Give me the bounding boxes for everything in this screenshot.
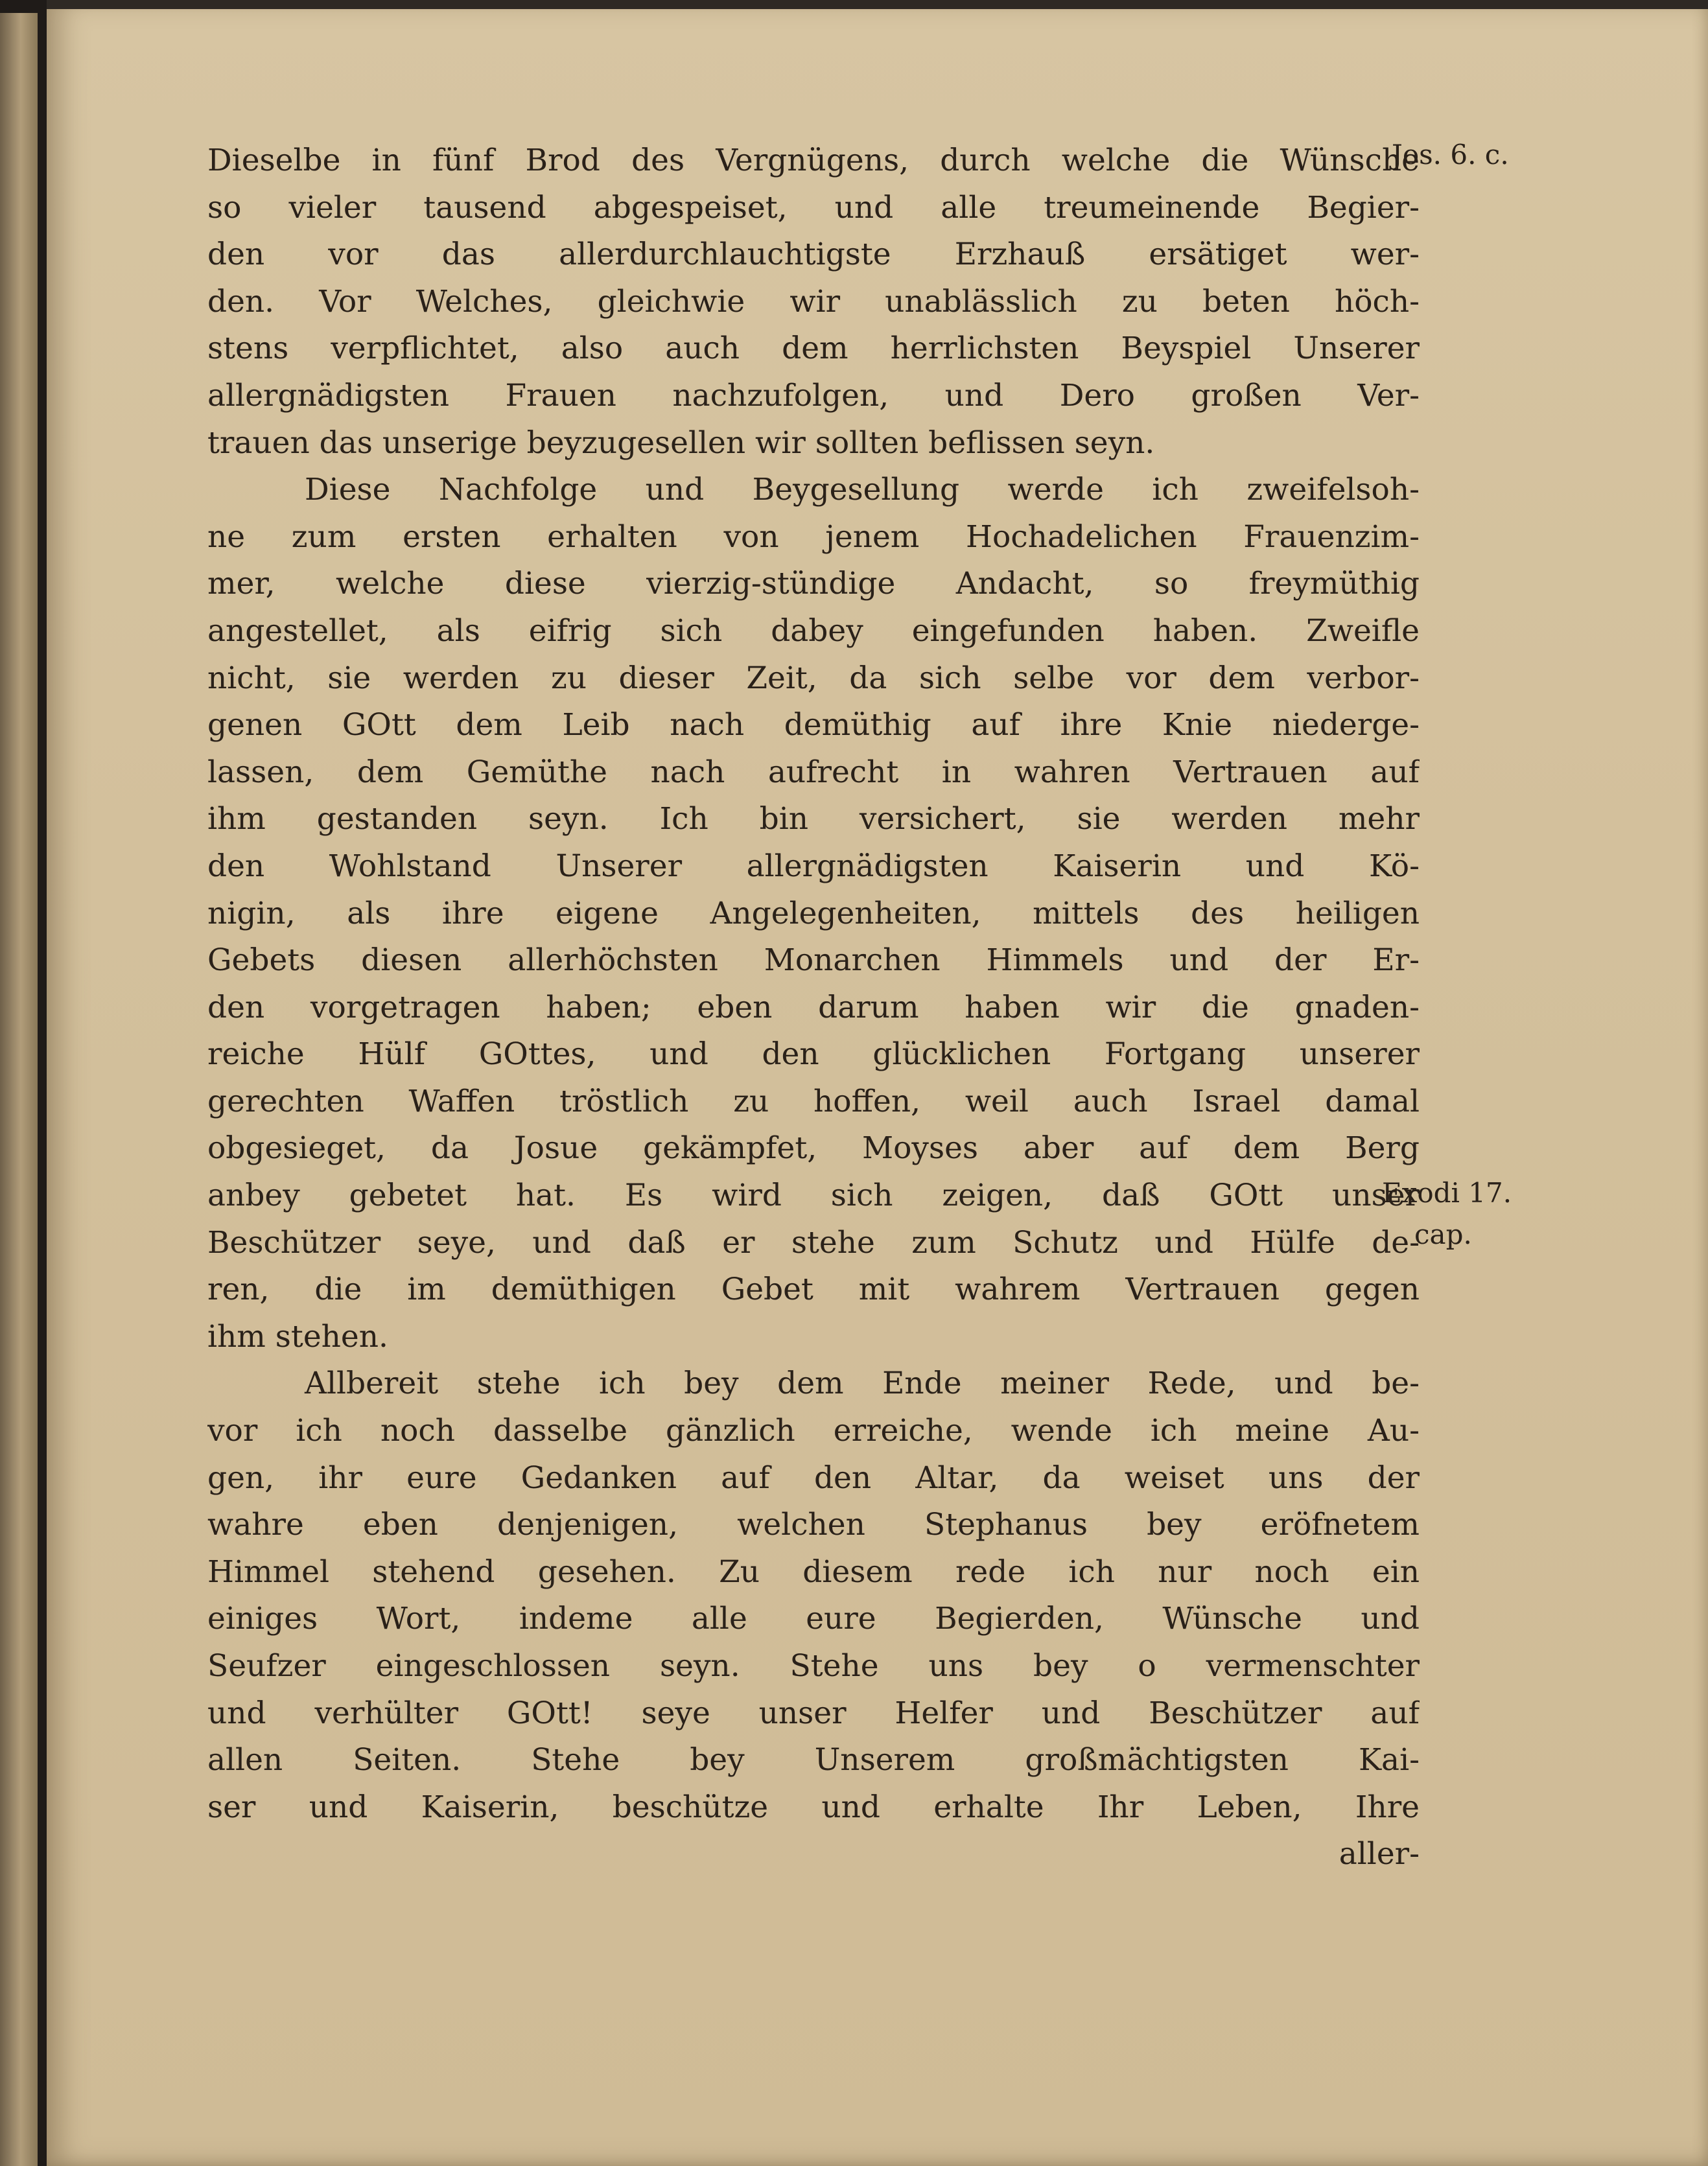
text-line: Allbereit stehe ich bey dem Ende meiner Rede, und be- <box>305 1366 1420 1402</box>
text-line: stens verpflichtet, also auch dem herrlichsten Beyspiel Unserer <box>207 331 1420 367</box>
text-line: Diese Nachfolge und Beygesellung werde ich zweifelsoh- <box>305 472 1420 508</box>
margin-note-exodi: Exodi 17. <box>1382 1177 1512 1209</box>
text-line: den. Vor Welches, gleichwie wir unablässlich zu beten höch- <box>207 283 1420 320</box>
text-line: lassen, dem Gemüthe nach aufrecht in wahren Vertrauen auf <box>207 754 1420 790</box>
text-line: ihm stehen. <box>207 1318 388 1355</box>
text-line: allergnädigsten Frauen nachzufolgen, und Dero großen Ver- <box>207 377 1420 413</box>
text-line: ser und Kaiserin, beschütze und erhalte Ihr Leben, Ihre <box>207 1789 1420 1825</box>
text-line: obgesieget, da Josue gekämpfet, Moyses aber auf dem Berg <box>207 1130 1420 1167</box>
text-line: gerechten Waffen tröstlich zu hoffen, weil auch Israel damal <box>207 1083 1420 1119</box>
text-line: wahre eben denjenigen, welchen Stephanus bey eröfnetem <box>207 1507 1420 1543</box>
text-line: mer, welche diese vierzig-stündige Andacht, so freymüthig <box>207 566 1420 602</box>
text-line: Seufzer eingeschlossen seyn. Stehe uns bey o vermenschter <box>207 1648 1420 1684</box>
text-line: den vor das allerdurchlauchtigste Erzhauß ersätiget wer- <box>207 237 1420 273</box>
text-line: gen, ihr eure Gedanken auf den Altar, da weiset uns der <box>207 1460 1420 1496</box>
text-line: Dieselbe in fünf Brod des Vergnügens, durch welche die Wünsche <box>207 143 1420 178</box>
text-line: einiges Wort, indeme alle eure Begierden, Wünsche und <box>207 1601 1420 1637</box>
book-page <box>47 0 1708 2166</box>
text-line: angestellet, als eifrig sich dabey eingefunden haben. Zweifle <box>207 612 1420 649</box>
text-line: den vorgetragen haben; eben darum haben wir die gnaden- <box>207 989 1420 1025</box>
text-line: trauen das unserige beyzugesellen wir sollten beflissen seyn. <box>207 425 1155 461</box>
text-line: anbey gebetet hat. Es wird sich zeigen, daß GOtt unser <box>207 1178 1420 1214</box>
text-line: ne zum ersten erhalten von jenem Hochadelichen Frauenzim- <box>207 518 1420 555</box>
text-line: nicht, sie werden zu dieser Zeit, da sich selbe vor dem verbor- <box>207 660 1420 696</box>
catchword: aller- <box>1339 1836 1420 1872</box>
text-line: reiche Hülf GOttes, und den glücklichen Fortgang unserer <box>207 1036 1420 1073</box>
text-line: ren, die im demüthigen Gebet mit wahrem Vertrauen gegen <box>207 1272 1420 1308</box>
margin-note-cap: cap. <box>1414 1218 1472 1250</box>
text-line: Gebets diesen allerhöchsten Monarchen Himmels und der Er- <box>207 942 1420 979</box>
text-line: allen Seiten. Stehe bey Unserem großmächtigsten Kai- <box>207 1742 1420 1778</box>
text-line: ihm gestanden seyn. Ich bin versichert, sie werden mehr <box>207 801 1420 837</box>
text-line: Himmel stehend gesehen. Zu diesem rede ich nur noch ein <box>207 1554 1420 1590</box>
text-line: und verhülter GOtt! seye unser Helfer und Beschützer auf <box>207 1695 1420 1731</box>
left-page-edge <box>0 13 38 2166</box>
text-line: Beschützer seye, und daß er stehe zum Schutz und Hülfe de- <box>207 1224 1420 1261</box>
text-line: nigin, als ihre eigene Angelegenheiten, mittels des heiligen <box>207 895 1420 931</box>
text-line: so vieler tausend abgespeiset, und alle treumeinende Begier- <box>207 189 1420 226</box>
text-line: den Wohlstand Unserer allergnädigsten Kaiserin und Kö- <box>207 848 1420 884</box>
page-top-shadow <box>47 0 1708 9</box>
body-text <box>207 137 1420 1878</box>
text-line: genen GOtt dem Leib nach demüthig auf ihre Knie niederge- <box>207 707 1420 743</box>
margin-note-jos: Jos. 6. c. <box>1392 139 1509 170</box>
text-line: vor ich noch dasselbe gänzlich erreiche, wende ich meine Au- <box>207 1413 1420 1449</box>
